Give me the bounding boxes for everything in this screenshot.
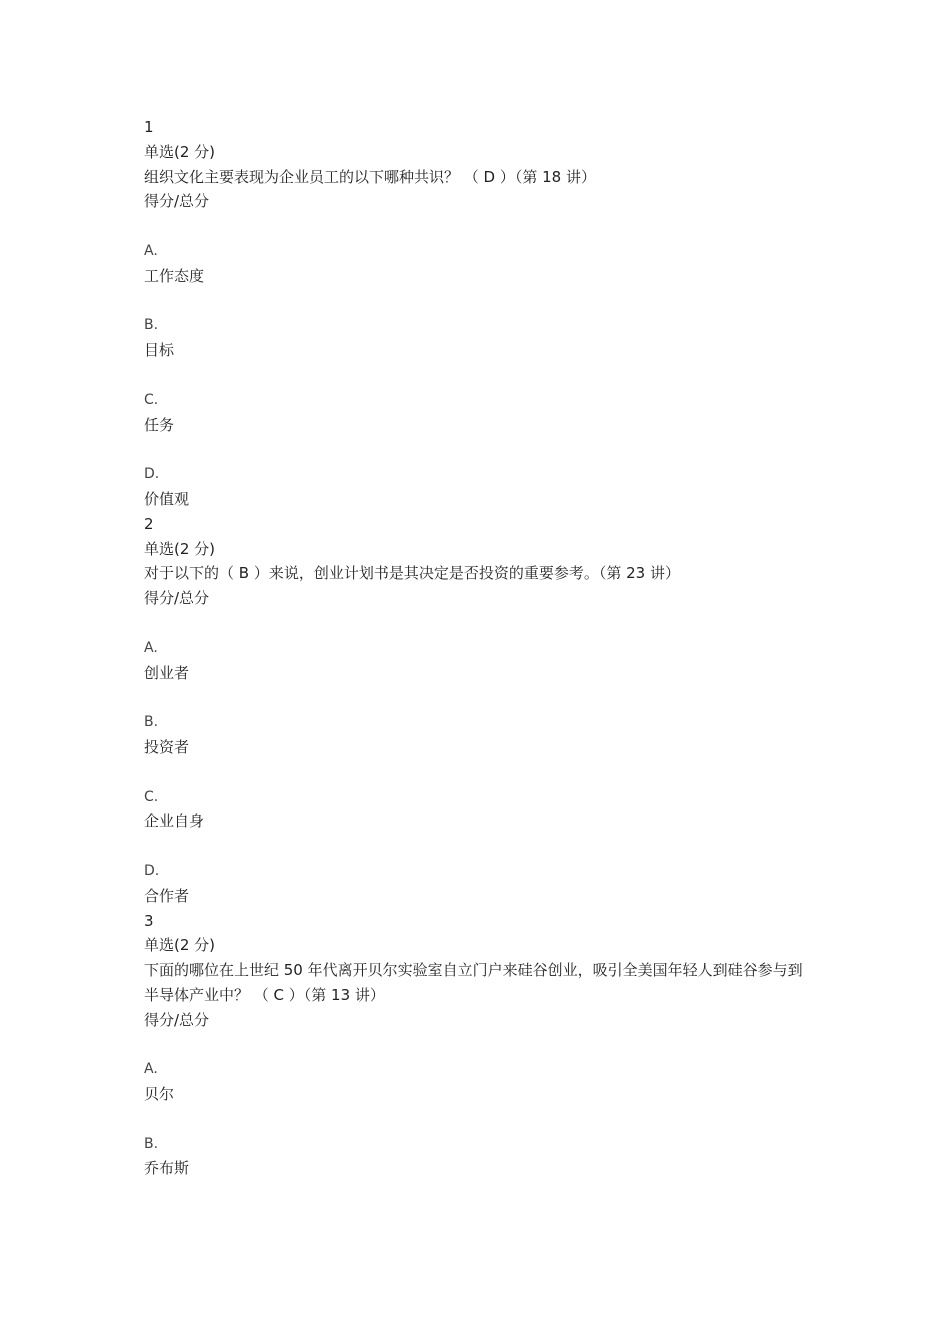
option-letter-a: A. [144,1061,158,1078]
option-text-b: 投资者 [144,737,190,756]
question-number: 1 [144,118,154,136]
option-letter-a: A. [144,639,158,656]
question-number: 3 [144,911,154,930]
option-letter-d: D. [144,466,160,483]
document-page [144,115,814,1181]
question-type: 单选(2 分) [144,142,216,161]
question-type: 单选(2 分) [144,539,216,558]
option-letter-c: C. [144,788,159,805]
question-2 [144,512,814,909]
score-label: 得分/总分 [144,192,210,211]
score-label: 得分/总分 [144,1010,210,1029]
question-text: 下面的哪位在上世纪 50 年代离开贝尔实验室自立门户来硅谷创业，吸引全美国年轻人到硅谷参与到半导体产业中？ （ C ）（第 13 讲） [144,961,803,1004]
option-text-a: 贝尔 [144,1085,175,1104]
question-text: 组织文化主要表现为企业员工的以下哪种共识？ （ D ）（第 18 讲） [144,167,596,186]
question-3 [144,909,814,1182]
option-letter-a: A. [144,242,158,259]
question-1 [144,115,814,512]
option-text-b: 目标 [144,341,175,360]
option-letter-d: D. [144,862,160,879]
option-text-a: 工作态度 [144,266,205,285]
question-type: 单选(2 分) [144,936,216,955]
option-letter-b: B. [144,317,159,334]
question-number: 2 [144,514,154,533]
option-letter-b: B. [144,1135,159,1152]
question-text: 对于以下的（ B ）来说，创业计划书是其决定是否投资的重要参考。（第 23 讲） [144,564,680,583]
option-letter-b: B. [144,714,159,731]
option-text-d: 合作者 [144,886,190,905]
option-text-b: 乔布斯 [144,1159,190,1178]
option-text-d: 价值观 [144,489,190,508]
option-text-a: 创业者 [144,663,190,682]
option-text-c: 任务 [144,415,175,434]
option-letter-c: C. [144,391,159,408]
option-text-c: 企业自身 [144,812,205,831]
score-label: 得分/总分 [144,589,210,608]
